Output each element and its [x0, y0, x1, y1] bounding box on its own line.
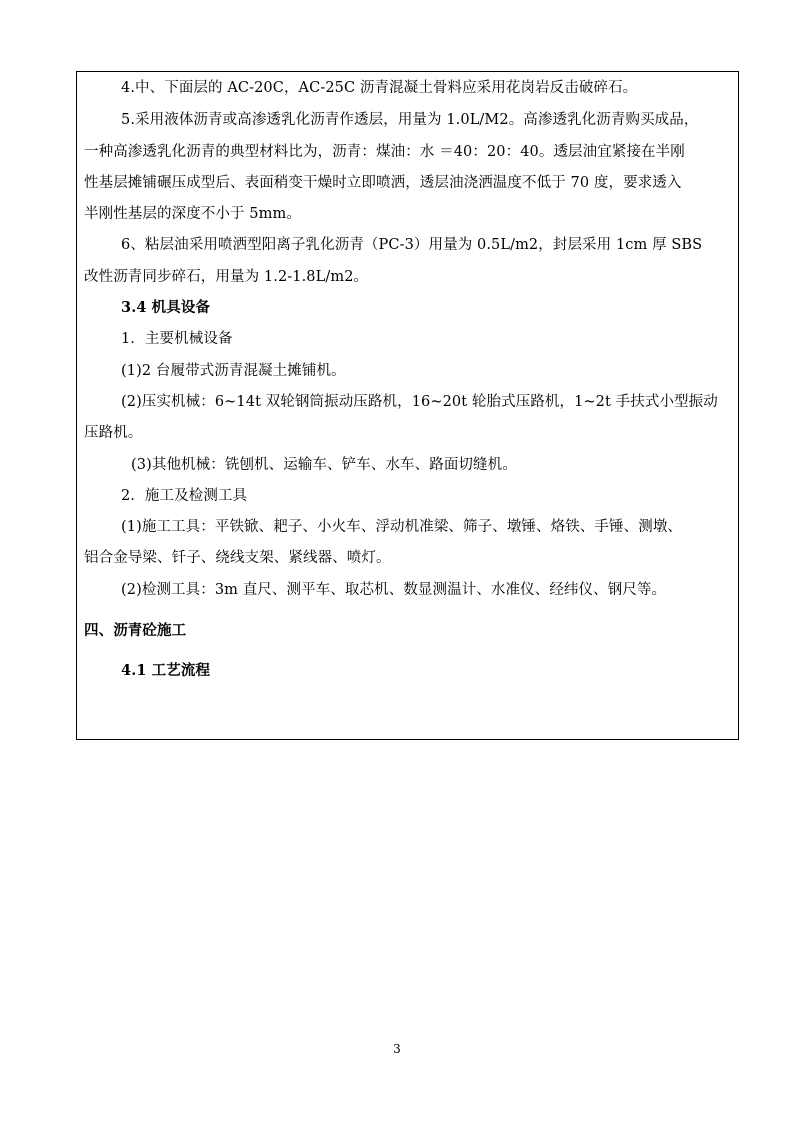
list-item-continuation: 铝合金导梁、钎子、绕线支架、紧线器、喷灯。 [84, 550, 391, 566]
section-heading: 3.4 机具设备 [121, 299, 211, 316]
chapter-heading: 四、沥青砼施工 [84, 622, 187, 639]
list-item: (3)其他机械：铣刨机、运输车、铲车、水车、路面切缝机。 [131, 457, 517, 473]
paragraph-line: 5.采用液体沥青或高渗透乳化沥青作透层，用量为 1.0L/M2。高渗透乳化沥青购买成品， [121, 112, 699, 128]
paragraph-line: 6、粘层油采用喷洒型阳离子乳化沥青（PC-3）用量为 0.5L/m2，封层采用 1cm 厚 SBS [121, 237, 703, 253]
list-item: (1)施工工具：平铁锨、耙子、小火车、浮动机准梁、筛子、墩锤、烙铁、手锤、测墩、 [121, 519, 683, 535]
paragraph-line: 改性沥青同步碎石，用量为 1.2-1.8L/m2。 [84, 269, 369, 285]
list-item: (1)2 台履带式沥青混凝土摊铺机。 [121, 363, 346, 379]
subheading: 2．施工及检测工具 [121, 488, 248, 504]
list-item-continuation: 压路机。 [84, 425, 143, 441]
list-item: (2)压实机械：6~14t 双轮钢筒振动压路机，16~20t 轮胎式压路机，1~2t 手扶式小型振动 [121, 394, 718, 410]
section-heading: 4.1 工艺流程 [121, 662, 211, 679]
page-number: 3 [393, 1042, 401, 1056]
paragraph-line: 4.中、下面层的 AC-20C，AC-25C 沥青混凝土骨料应采用花岗岩反击破碎石。 [121, 80, 638, 96]
subheading: 1．主要机械设备 [121, 331, 233, 347]
paragraph-line: 半刚性基层的深度不小于 5mm。 [84, 206, 301, 222]
list-item: (2)检测工具：3m 直尺、测平车、取芯机、数显测温计、水准仪、经纬仪、钢尺等。 [121, 582, 667, 598]
paragraph-line: 性基层摊铺碾压成型后、表面稍变干燥时立即喷洒，透层油浇洒温度不低于 70 度，要求透入 [84, 175, 682, 191]
paragraph-line: 一种高渗透乳化沥青的典型材料比为，沥青：煤油：水 ＝40：20：40。透层油宜紧接在半刚 [84, 144, 685, 160]
